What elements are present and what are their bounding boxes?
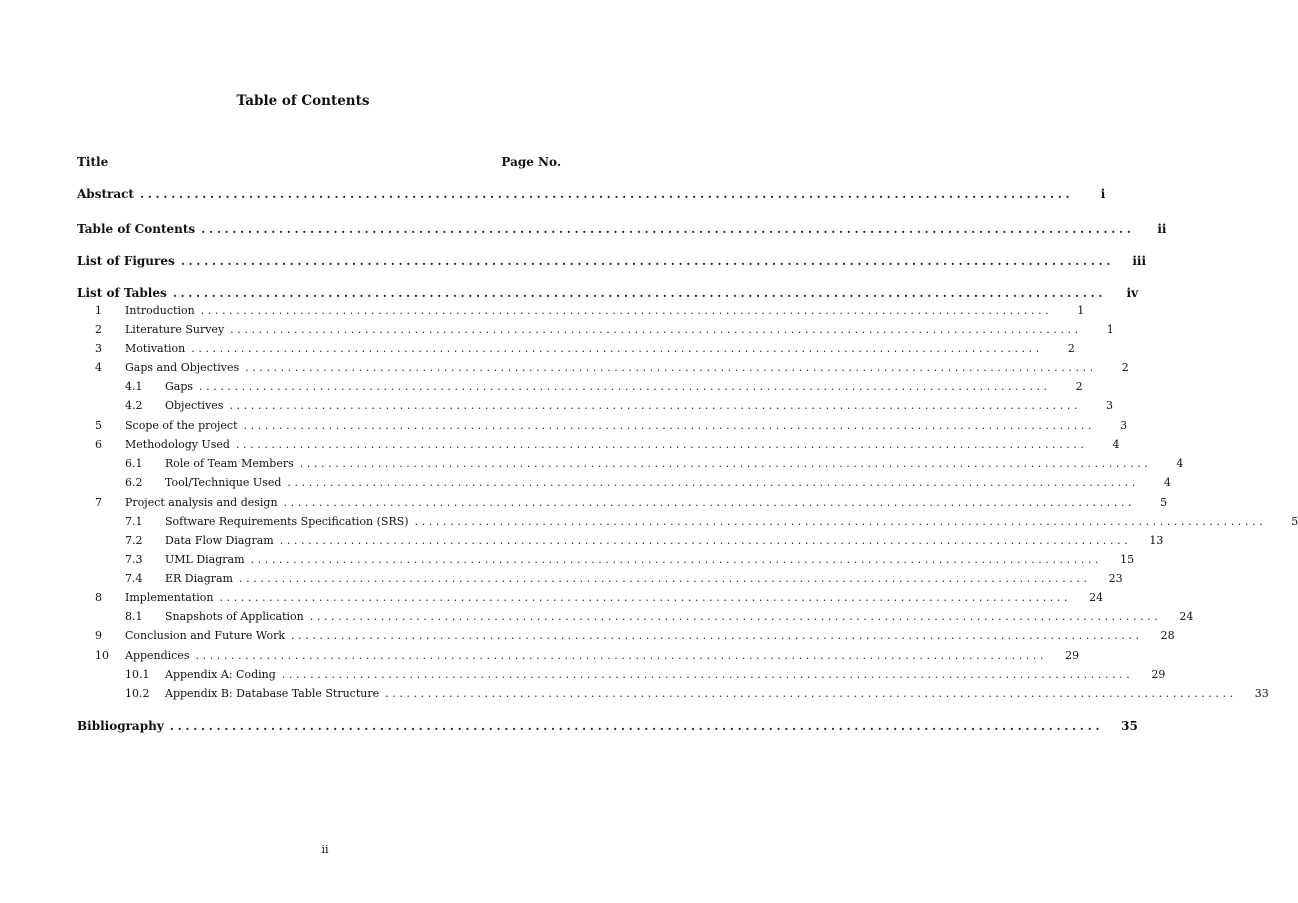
toc-dot-leader: ........................................................................................................................: [243, 419, 1096, 432]
toc-entry-label: List of Figures: [77, 254, 175, 268]
toc-dot-leader: ........................................................................................................................: [279, 534, 1132, 547]
toc-entry-number: 7: [95, 496, 102, 509]
toc-entry-label: Appendix A: Coding: [165, 668, 276, 681]
toc-entry-label: Role of Team Members: [165, 457, 294, 470]
toc-entry-page: 4: [1176, 457, 1184, 470]
toc-entry-label: Software Requirements Specification (SRS): [165, 515, 409, 528]
toc-entry: [77, 495, 1168, 511]
toc-entry-label: Objectives: [165, 399, 224, 412]
toc-entry-number: 5: [95, 419, 102, 432]
toc-entry-page: i: [1100, 187, 1106, 201]
toc-entry-number: 4: [95, 361, 102, 374]
toc-dot-leader: ........................................................................................................................: [230, 323, 1082, 336]
toc-entry: [77, 533, 1164, 549]
toc-entry: [77, 514, 1298, 530]
toc-dot-leader: ........................................................................................................................: [235, 438, 1088, 451]
toc-dot-leader: ........................................................................................................................: [283, 496, 1136, 509]
toc-entry: [77, 341, 1075, 357]
toc-entry-page: 2: [1075, 380, 1083, 393]
toc-entry: [77, 667, 1166, 683]
toc-entry-label: Methodology Used: [125, 438, 230, 451]
toc-entry-label: Gaps and Objectives: [125, 361, 240, 374]
toc-dot-leader: ........................................................................................................................: [172, 286, 1107, 300]
toc-dot-leader: ........................................................................................................................: [180, 254, 1115, 268]
toc-dot-leader: ........................................................................................................................: [229, 399, 1082, 412]
toc-entry-number: 7.4: [125, 572, 143, 585]
toc-dot-leader: ........................................................................................................................: [195, 649, 1048, 662]
toc-entry-number: 2: [95, 323, 102, 336]
toc-entry: [77, 609, 1194, 625]
toc-entry-label: Appendices: [125, 649, 190, 662]
toc-entry-label: Conclusion and Future Work: [125, 629, 286, 642]
toc-dot-leader: ........................................................................................................................: [291, 629, 1143, 642]
toc-entry-number: 1: [95, 304, 102, 317]
toc-dot-leader: ........................................................................................................................: [287, 476, 1139, 489]
toc-entry: [77, 379, 1083, 395]
toc-entry-page: 13: [1149, 534, 1164, 547]
toc-dot-leader: ........................................................................................................................: [199, 380, 1051, 393]
toc-entry-label: Appendix B: Database Table Structure: [165, 687, 380, 700]
toc-entry: [77, 628, 1175, 644]
toc-entry-number: 7.1: [125, 515, 143, 528]
toc-entry: [77, 648, 1080, 664]
toc-entry-label: Tool/Technique Used: [165, 476, 282, 489]
toc-entry-label: Literature Survey: [125, 323, 225, 336]
toc-entry-label: ER Diagram: [165, 572, 233, 585]
toc-entry: [77, 475, 1171, 491]
toc-entry: [77, 285, 1139, 301]
toc-entry-page: 5: [1291, 515, 1298, 528]
toc-entry-number: 8: [95, 591, 102, 604]
toc-entry-label: Introduction: [125, 304, 195, 317]
toc-entry-number: 6: [95, 438, 102, 451]
toc-entry-page: 5: [1160, 496, 1168, 509]
toc-entry: [77, 418, 1128, 434]
toc-entry-label: Table of Contents: [77, 222, 196, 236]
toc-dot-leader: ........................................................................................................................: [219, 591, 1072, 604]
toc-entry: [77, 686, 1269, 702]
toc-dot-leader: ........................................................................................................................: [385, 687, 1237, 700]
toc-dot-leader: ........................................................................................................................: [250, 553, 1103, 566]
toc-dot-leader: ........................................................................................................................: [414, 515, 1267, 528]
toc-entry: [77, 437, 1120, 453]
toc-entry-page: iv: [1126, 286, 1139, 300]
toc-entry-number: 8.1: [125, 610, 143, 623]
page-number: ii: [321, 843, 329, 856]
toc-dot-leader: ........................................................................................................................: [309, 610, 1162, 623]
toc-entry: [77, 456, 1184, 472]
toc-entry-number: 10.2: [125, 687, 150, 700]
toc-entry-page: 1: [1106, 323, 1114, 336]
toc-entry-number: 7.2: [125, 534, 143, 547]
toc-entry: [77, 322, 1114, 338]
toc-entry-page: 3: [1106, 399, 1114, 412]
toc-entry-page: 24: [1089, 591, 1104, 604]
toc-entry-page: 4: [1112, 438, 1120, 451]
toc-entry-page: 15: [1120, 553, 1135, 566]
toc-entry-page: 28: [1160, 629, 1175, 642]
toc-entry-page: 24: [1179, 610, 1194, 623]
toc-entry-page: 3: [1120, 419, 1128, 432]
toc-entry-label: Project analysis and design: [125, 496, 278, 509]
toc-entry-label: Abstract: [77, 187, 134, 201]
toc-entry-label: Bibliography: [77, 719, 164, 733]
toc-entry: [77, 186, 1106, 202]
toc-entry-number: 10.1: [125, 668, 150, 681]
toc-entry-page: 33: [1254, 687, 1269, 700]
toc-entry-label: Motivation: [125, 342, 186, 355]
toc-entry-label: Gaps: [165, 380, 194, 393]
toc-entry-number: 7.3: [125, 553, 143, 566]
toc-entry-page: ii: [1157, 222, 1167, 236]
toc-dot-leader: ........................................................................................................................: [281, 668, 1134, 681]
toc-entry: [77, 552, 1135, 568]
toc-entry-page: iii: [1132, 254, 1147, 268]
toc-entry: [77, 253, 1147, 269]
toc-entry: [77, 718, 1138, 734]
toc-dot-leader: ........................................................................................................................: [239, 572, 1091, 585]
toc-entry-number: 10: [95, 649, 109, 662]
toc-entry-label: Data Flow Diagram: [165, 534, 274, 547]
toc-entry-label: Scope of the project: [125, 419, 238, 432]
toc-entry: [77, 590, 1104, 606]
toc-dot-leader: ........................................................................................................................: [245, 361, 1097, 374]
toc-entry-page: 2: [1067, 342, 1075, 355]
toc-entry-page: 1: [1077, 304, 1085, 317]
toc-entry-number: 3: [95, 342, 102, 355]
toc-entry-page: 4: [1164, 476, 1171, 489]
toc-entry-page: 23: [1108, 572, 1123, 585]
toc-entry-number: 6.1: [125, 457, 143, 470]
toc-dot-leader: ........................................................................................................................: [139, 187, 1074, 201]
toc-entry-number: 9: [95, 629, 102, 642]
toc-entry-label: Implementation: [125, 591, 214, 604]
toc-entry: [77, 571, 1123, 587]
toc-entry-label: Snapshots of Application: [165, 610, 304, 623]
toc-entry: [77, 221, 1167, 237]
toc-dot-leader: ........................................................................................................................: [169, 719, 1104, 733]
toc-entry-label: List of Tables: [77, 286, 167, 300]
toc-entry: [77, 398, 1114, 414]
toc-entry-page: 35: [1121, 719, 1138, 733]
header-title: Title: [77, 155, 109, 169]
toc-dot-leader: ........................................................................................................................: [299, 457, 1152, 470]
toc-entry-number: 4.2: [125, 399, 143, 412]
header-page-no: Page No.: [501, 155, 561, 169]
toc-entry: [77, 360, 1129, 376]
page-title: Table of Contents: [236, 93, 370, 109]
toc-entry-number: 6.2: [125, 476, 143, 489]
toc-entry-label: UML Diagram: [165, 553, 245, 566]
toc-entry-number: 4.1: [125, 380, 143, 393]
toc-dot-leader: ........................................................................................................................: [200, 304, 1053, 317]
toc-entry-page: 2: [1121, 361, 1129, 374]
toc-dot-leader: ........................................................................................................................: [191, 342, 1043, 355]
toc-entry: [77, 303, 1085, 319]
toc-entry-page: 29: [1065, 649, 1080, 662]
toc-dot-leader: ........................................................................................................................: [201, 222, 1135, 236]
toc-entry-page: 29: [1151, 668, 1166, 681]
